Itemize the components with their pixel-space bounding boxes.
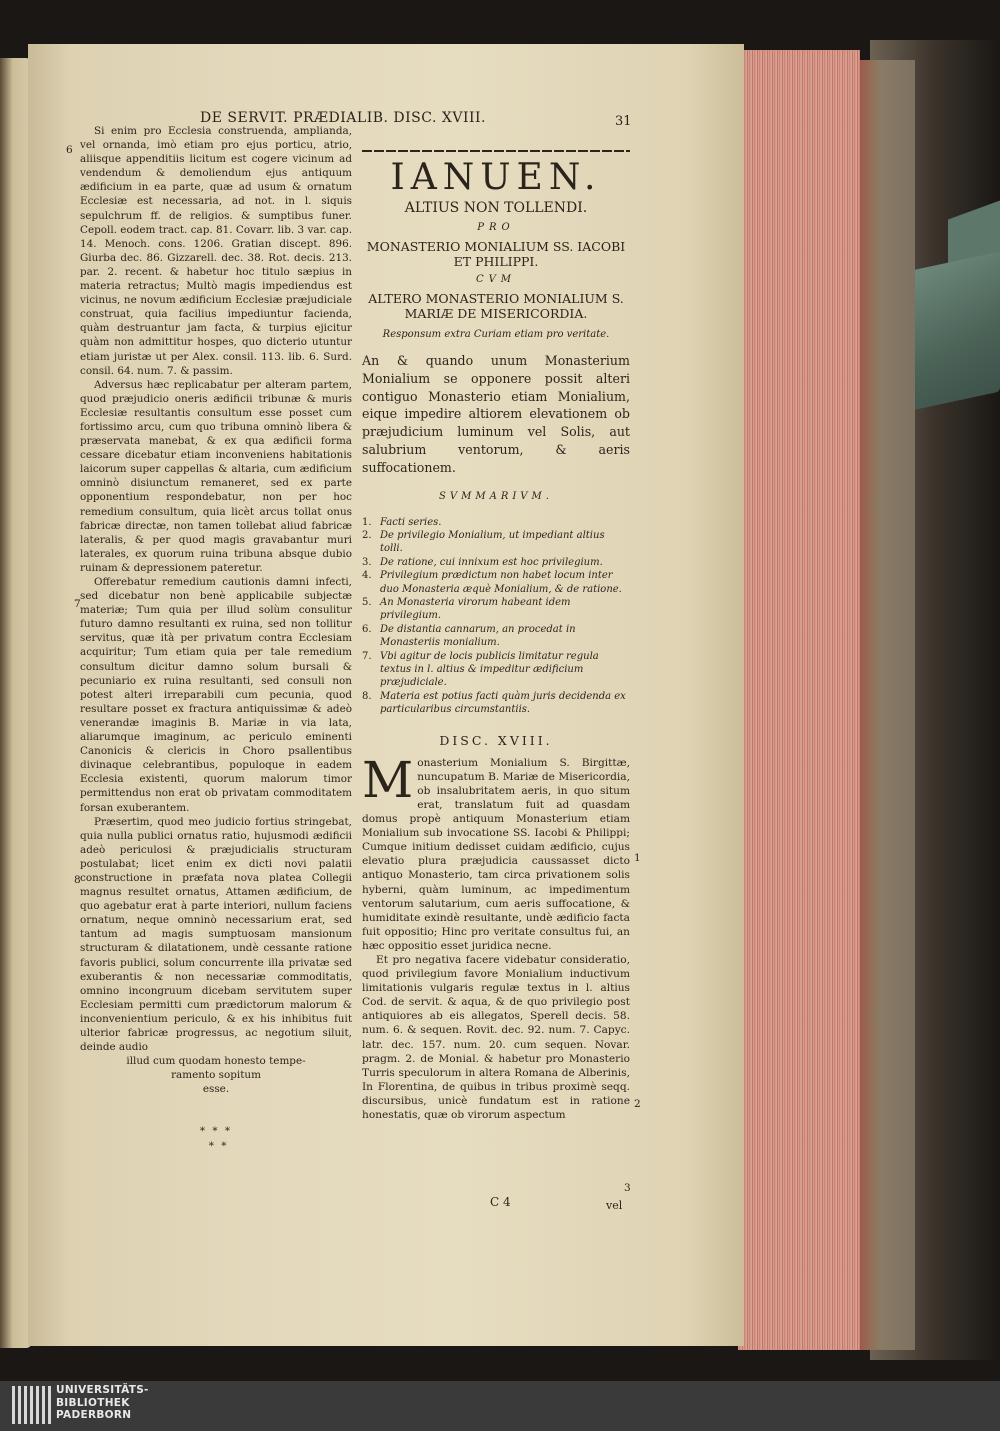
margin-note-1: 1	[634, 852, 641, 864]
summary-text: An Monasteria virorum habeant idem privilegium.	[380, 597, 571, 622]
summary-text: De ratione, cui innixum est hoc privilegium.	[380, 556, 603, 568]
summarium-list	[362, 516, 630, 717]
cum-label: CVM	[475, 274, 517, 285]
summary-text: De privilegio Monialium, ut impediant altius tolli.	[380, 529, 605, 555]
summary-item	[362, 569, 630, 596]
summary-item	[362, 690, 630, 717]
signature-mark: C 4	[490, 1195, 511, 1209]
summary-item	[362, 596, 630, 623]
summary-item	[362, 650, 630, 690]
asterism: * * * * *	[199, 1125, 233, 1152]
running-head: DE SERVIT. PRÆDIALIB. DISC. XVIII.	[200, 110, 487, 126]
legal-question: An & quando unum Monasterium Monialium se opponere possit alteri contiguo Monasterio etiam Monialium, eique impedire altiorem elevationem ob præjudicium luminum vel Solis, aut salubrium ventorum, & aeris suffocationem.	[362, 353, 630, 475]
closing-line-3: esse.	[202, 1083, 230, 1096]
summary-number: 5.	[362, 597, 372, 609]
footer-bar	[0, 1381, 1000, 1431]
summary-item	[362, 529, 630, 556]
summary-item	[362, 516, 630, 529]
margin-note-8: 8	[74, 874, 81, 886]
logo-line-1: UNIVERSITÄTS-	[56, 1384, 149, 1396]
pro-label: PRO	[477, 222, 515, 233]
party-two: ALTERO MONASTERIO MONIALIUM S. MARIÆ DE MISERICORDIA.	[368, 291, 624, 321]
left-column	[80, 124, 352, 1153]
margin-note-2: 2	[634, 1098, 641, 1110]
summarium-heading: SVMMARIVM.	[439, 490, 553, 502]
catchword: vel	[606, 1199, 623, 1212]
responsum-line: Responsum extra Curiam etiam pro veritate.	[382, 329, 610, 340]
summary-number: 6.	[362, 623, 372, 635]
logo-line-2: BIBLIOTHEK	[56, 1396, 130, 1409]
margin-note-3: 3	[624, 1182, 631, 1194]
discourse-body	[362, 750, 630, 1122]
right-column	[362, 150, 630, 1122]
summary-item	[362, 556, 630, 569]
summary-number: 3.	[362, 556, 372, 568]
summary-number: 2.	[362, 529, 372, 541]
margin-note-7: 7	[74, 598, 81, 610]
summary-number: 7.	[362, 650, 372, 662]
ornamental-rule	[362, 150, 630, 152]
summary-text: Facti series.	[380, 516, 442, 528]
drop-capital: M	[362, 750, 414, 809]
summary-number: 8.	[362, 690, 372, 702]
discourse-heading: DISC. XVIII.	[439, 732, 553, 748]
case-subtitle: ALTIUS NON TOLLENDI.	[404, 200, 588, 216]
page-number: 31	[615, 114, 632, 129]
summary-text: Materia est potius facti quàm juris decidenda ex particularibus circumstantiis.	[380, 690, 626, 716]
metal-clasp	[902, 252, 1000, 413]
library-logo-icon	[12, 1386, 52, 1424]
left-paragraph-4: Præsertim, quod meo judicio fortius stringebat, quia nulla publici ornatus ratio, hujusmodi ædificii adeò periculosi & præjudicialis structuram postulabat; licet enim ex dicti novi palatii constructione in præfata nova platea Collegii magnus resultet ornatus, Attamen ædificium, de quo agebatur erat à parte interiori, nullum faciens ornatum, neque omninò necessarium erat, sed tantum ad magis sumptuosam mansionum structuram & dilatationem, undè cessante ratione favoris publici, solum concurrente illa privatæ sed exuberantis & non necessariæ commoditatis, omnino incongruum dicebam servitutem super Ecclesiam permitti cum prædictorum malorum & inconvenientium periculo, & ex his inhibitus fuit ulterior fabricæ progressus, ac negotium siluit, deinde audio	[80, 815, 352, 1054]
discourse-paragraph-1	[362, 750, 630, 953]
discourse-paragraph-2: Et pro negativa facere videbatur consideratio, quod privilegium favore Monialium inductivum limitationis vulgaris regulæ textus in l. altius Cod. de servit. & aqua, & de quo privilegio post antiquiores ab eis allegatos, Sperell decis. 58. num. 6. & sequen. Rovit. dec. 92. num. 7. Capyc. latr. dec. 157. num. 20. cum sequen. Novar. pragm. 2. de Monial. & habetur pro Monasterio Turris speculorum in altera Romana de Alberinis, In Florentina, de quibus in tribus proximè seqq. discursibus, unicè fundatum est in ratione honestatis, quæ ob virorum aspectum	[362, 953, 630, 1122]
left-paragraph-3: Offerebatur remedium cautionis damni infecti, sed dicebatur non benè applicabile subjectæ materiæ; Tum quia per illud solùm consulitur futuro damno resultanti ex ruina, sed non tollitur servitus, quæ ità per privatum contra Ecclesiam acquiritur; Tum etiam quia per tale remedium consultum dicitur damno solum bursali & pecuniario ex ruina resultanti, sed consuli non potest alteri irreparabili cum pecunia, quod resultare posset ex fractura antiquissimæ & adeò venerandæ imaginis B. Mariæ in via lata, aliarumque imaginum, ac periculo eminenti Canonicis & clericis in Choro psallentibus divinaque celebrantibus, populoque in eadem Ecclesia existenti, quorum malorum timor permittendus non erat ob privatam commoditatem forsan exuberantem.	[80, 576, 352, 814]
summary-text: De distantia cannarum, an procedat in Monasteriis monialium.	[380, 623, 576, 649]
closing-line-2: ramento sopitum	[171, 1069, 261, 1082]
paragraph-text: onasterium Monialium S. Birgittæ, nuncupatum B. Mariæ de Misericordia, ob insalubritatem aeris, in quo situm erat, translatum fuit ad quasdam domus propè antiquum Monasterium etiam Monialium sub invocatione SS. Iacobi & Philippi; Cumque initium dedisset cuidam ædificio, cujus elevatio plura præjudicia caussasset dicto antiquo Monasterio, tam circa privationem solis hyberni, quàm luminum, ac impedimentum ventorum salutarium, cum aeris suffocatione, & humiditate exindè resultante, undè ædificio facta fuit oppositio; Hinc pro veritate consultus fui, an hæc oppositio esset juridica necne.	[362, 756, 630, 952]
logo-line-3: PADERBORN	[56, 1409, 132, 1421]
summary-number: 4.	[362, 570, 372, 582]
summary-item	[362, 623, 630, 650]
party-one: MONASTERIO MONIALIUM SS. IACOBI ET PHILIPPI.	[366, 239, 626, 269]
margin-note-6: 6	[66, 144, 73, 156]
library-logo-text	[56, 1384, 149, 1422]
left-paragraph-2: Adversus hæc replicabatur per alteram partem, quod præjudicio oneris ædificii tribunæ & muris Ecclesiæ resultantis consultum esse posset cum fortissimo arcu, cum quo tribuna omninò libera & præservata manebat, & ex qua ædificii forma cessare dicebatur etiam inconveniens habitationis laicorum super cappellas & altaria, cum ædificium omninò disiunctum remaneret, sed ex parte opponentium respondebatur, non per hoc remedium consultum, quia licèt arcus tollat onus fabricæ directæ, non tamen tollebat aliud fabricæ lateralis, & per quod magis gravabantur muri laterales, ex quorum ruina tribuna absque dubio ruinam & depressionem pateretur.	[80, 378, 352, 574]
page-edges-red	[738, 50, 860, 1350]
summary-text: Vbi agitur de locis publicis limitatur regula textus in l. altius & impeditur ædificium præjudiciale.	[380, 650, 599, 689]
case-title: IANUEN.	[390, 157, 602, 198]
summary-number: 1.	[362, 516, 372, 528]
summary-text: Privilegium prædictum non habet locum inter duo Monasteria æquè Monialium, & de ratione.	[380, 570, 622, 595]
page-edge-shadow	[855, 60, 915, 1350]
left-paragraph-1: Si enim pro Ecclesia construenda, amplianda, vel ornanda, imò etiam pro ejus porticu, atrio, aliisque appenditiis licitum est cogere vicinum ad vendendum & demoliendum ejus antiquum ædificium in ea parte, quæ ad usum & ornatum Ecclesiæ est necessaria, ad not. in l. siquis sepulchrum ff. de religios. & sumptibus funer. Cepoll. eodem tract. cap. 81. Covarr. lib. 3 var. cap. 14. Menoch. cons. 1206. Gratian discept. 896. Giurba dec. 86. Gizzarell. dec. 38. Rot. decis. 213. par. 2. recent. & habetur hoc titulo sæpius in materia retractus; Multò magis impediendus est vicinus, ne novum ædificium Ecclesiæ præjudiciale construat, quia facilius impediuntur facienda, quàm destruantur jam facta, & turpius ejicitur quàm non admittitur hospes, quo dicterio utuntur etiam juristæ ut per Alex. consil. 113. lib. 6. Surd. consil. 64. num. 7. & passim.	[80, 125, 352, 377]
closing-line-1: illud cum quodam honesto tempe-	[126, 1055, 306, 1068]
